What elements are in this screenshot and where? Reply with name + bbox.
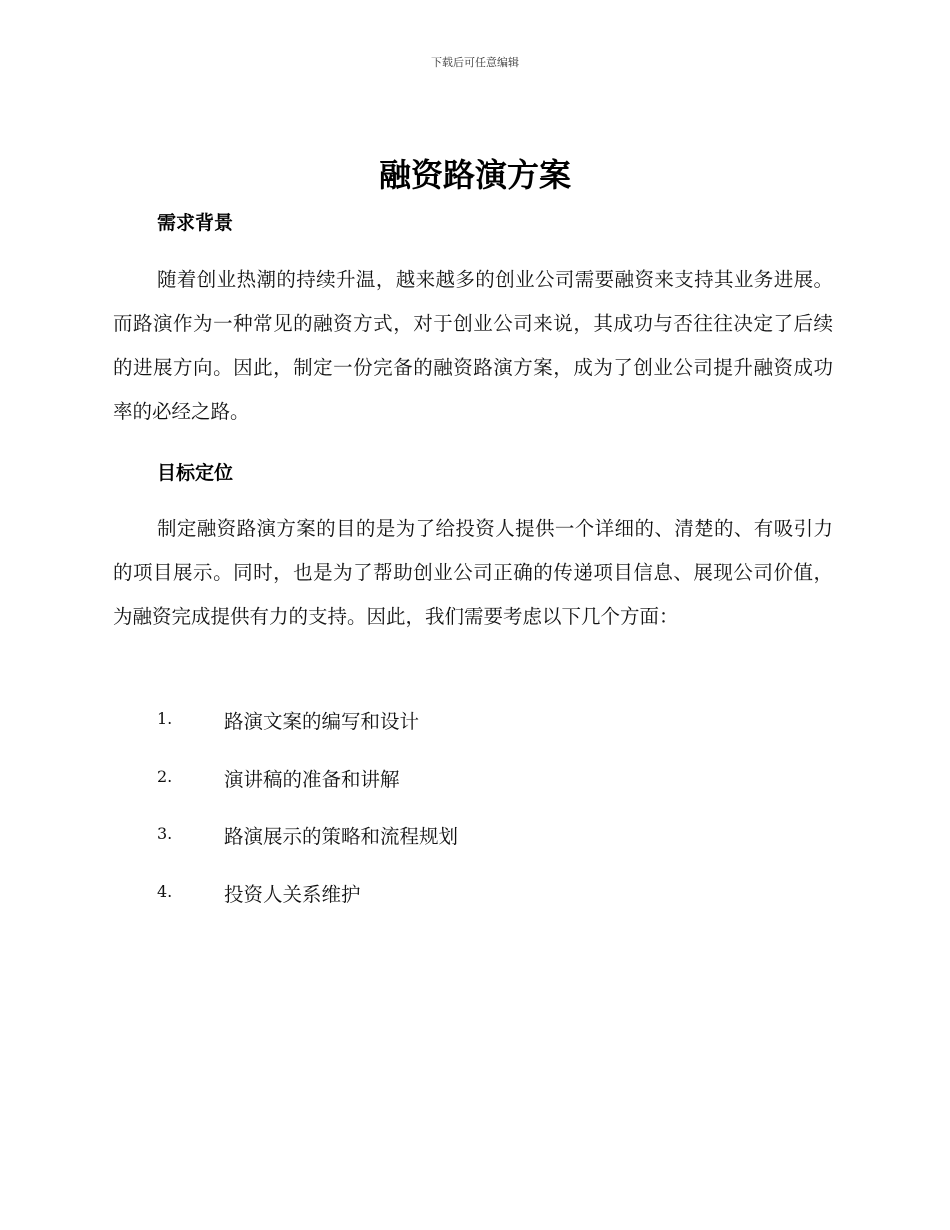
document-title: 融资路演方案 — [378, 156, 571, 194]
header-note: 下载后可任意编辑 — [431, 56, 519, 69]
list-item — [157, 700, 757, 758]
list-item-text: 路演展示的策略和流程规划 — [224, 825, 459, 848]
section-paragraph-background: 随着创业热潮的持续升温，越来越多的创业公司需要融资来支持其业务进展。而路演作为一种常见的融资方式，对于创业公司来说，其成功与否往往决定了后续的进展方向。因此，制定一份完备的融资路演方案，成为了创业公司提升融资成功率的必经之路。 — [113, 268, 833, 423]
section-heading-background: 需求背景 — [157, 212, 234, 234]
list-item-number: 2. — [157, 766, 173, 786]
list-item — [157, 873, 757, 931]
list-item-number: 4. — [157, 881, 173, 901]
list-item-number: 3. — [157, 824, 173, 843]
aspects-list — [157, 700, 757, 930]
list-item-text: 路演文案的编写和设计 — [224, 710, 420, 733]
list-item-text: 投资人关系维护 — [224, 882, 361, 906]
list-item-text: 演讲稿的准备和讲解 — [224, 767, 400, 791]
list-item-number: 1. — [157, 709, 173, 728]
list-item — [157, 815, 757, 873]
section-heading-goal: 目标定位 — [157, 462, 234, 484]
section-paragraph-goal: 制定融资路演方案的目的是为了给投资人提供一个详细的、清楚的、有吸引力的项目展示。同时，也是为了帮助创业公司正确的传递项目信息、展现公司价值，为融资完成提供有力的支持。因此，我们需要考虑以下几个方面： — [113, 517, 833, 628]
list-item — [157, 758, 757, 816]
